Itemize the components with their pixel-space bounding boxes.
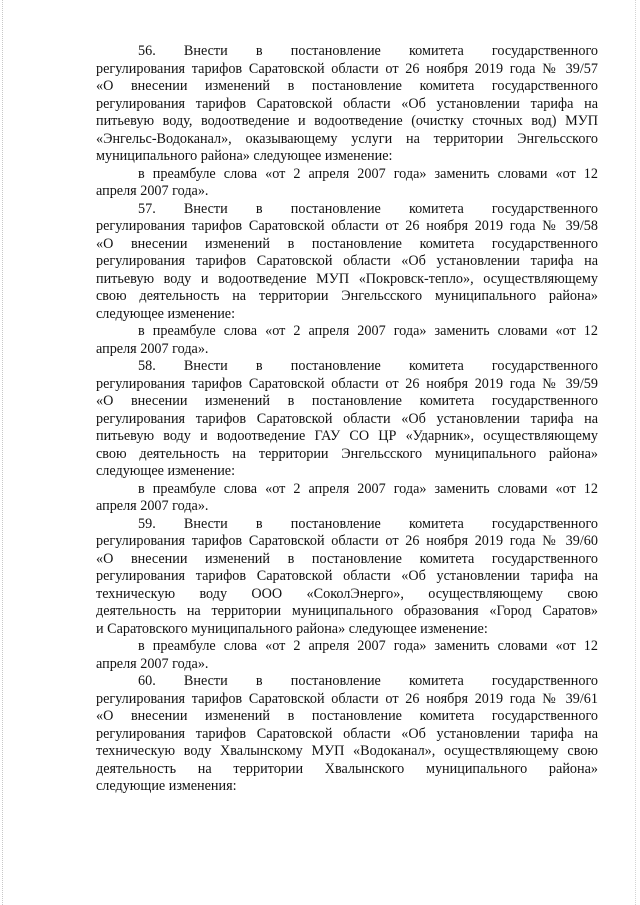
- text-line: «О внесении изменений в постановление комитета государственного: [96, 78, 598, 94]
- text-line: питьевую воду, водоотведение и водоотведение (очистку сточных вод) МУП: [96, 113, 598, 129]
- text-line: регулирования тарифов Саратовской области «Об установлении тарифа на: [96, 725, 598, 742]
- paragraph: [96, 323, 598, 358]
- paragraph: [96, 481, 598, 516]
- text-line: 56. Внести в постановление комитета государственного: [138, 43, 598, 59]
- text-line: регулирования тарифов Саратовской области «Об установлении тарифа на: [96, 568, 598, 584]
- text-line: «О внесении изменений в постановление комитета государственного: [96, 393, 598, 409]
- paragraph: [96, 201, 598, 324]
- text-line: регулирования тарифов Саратовской области от 26 ноября 2019 года № 39/59: [96, 375, 598, 392]
- text-line: апреля 2007 года».: [96, 498, 209, 514]
- text-line: регулирования тарифов Саратовской области «Об установлении тарифа на: [96, 253, 598, 269]
- text-line: питьевую воду и водоотведение МУП «Покровск-тепло», осуществляющему: [96, 270, 598, 287]
- text-line: апреля 2007 года».: [96, 183, 209, 199]
- text-line: регулирования тарифов Саратовской области от 26 ноября 2019 года № 39/57: [96, 60, 598, 77]
- text-line: «О внесении изменений в постановление комитета государственного: [96, 550, 598, 567]
- text-line: деятельность на территории муниципального образования «Город Саратов»: [96, 603, 598, 619]
- text-line: регулирования тарифов Саратовской области от 26 ноября 2019 года № 39/58: [96, 218, 598, 234]
- text-line: 60. Внести в постановление комитета государственного: [138, 673, 598, 689]
- text-line: питьевую воду и водоотведение ГАУ СО ЦР «Ударник», осуществляющему: [96, 428, 598, 444]
- text-line: «О внесении изменений в постановление комитета государственного: [96, 708, 598, 724]
- text-line: свою деятельность на территории Энгельсского муниципального района»: [96, 445, 598, 462]
- text-line: муниципального района» следующее изменение:: [96, 148, 393, 164]
- text-line: 59. Внести в постановление комитета государственного: [138, 515, 598, 532]
- text-line: техническую воду ООО «СоколЭнерго», осуществляющему свою: [96, 585, 598, 602]
- text-line: следующее изменение:: [96, 305, 236, 322]
- document-body: [96, 43, 598, 796]
- text-line: «Энгельс-Водоканал», оказывающему услуги на территории Энгельсского: [96, 130, 598, 147]
- text-line: в преамбуле слова «от 2 апреля 2007 года» заменить словами «от 12: [138, 480, 598, 497]
- text-line: регулирования тарифов Саратовской области от 26 ноября 2019 года № 39/61: [96, 690, 598, 707]
- paragraph: [96, 673, 598, 796]
- text-line: в преамбуле слова «от 2 апреля 2007 года» заменить словами «от 12: [138, 165, 598, 182]
- text-line: регулирования тарифов Саратовской области от 26 ноября 2019 года № 39/60: [96, 533, 598, 549]
- paragraph: [96, 358, 598, 481]
- text-line: в преамбуле слова «от 2 апреля 2007 года» заменить словами «от 12: [138, 323, 598, 339]
- text-line: 58. Внести в постановление комитета государственного: [138, 358, 598, 374]
- text-line: апреля 2007 года».: [96, 655, 209, 672]
- text-line: следующее изменение:: [96, 463, 236, 479]
- scan-edge-right: [635, 0, 637, 905]
- text-line: апреля 2007 года».: [96, 340, 209, 357]
- paragraph: [96, 166, 598, 201]
- text-line: техническую воду Хвалынскому МУП «Водоканал», осуществляющему свою: [96, 743, 598, 759]
- text-line: и Саратовского муниципального района» следующее изменение:: [96, 620, 488, 637]
- text-line: регулирования тарифов Саратовской области «Об установлении тарифа на: [96, 410, 598, 427]
- text-line: в преамбуле слова «от 2 апреля 2007 года» заменить словами «от 12: [138, 638, 598, 654]
- text-line: регулирования тарифов Саратовской области «Об установлении тарифа на: [96, 95, 598, 112]
- text-line: свою деятельность на территории Энгельсского муниципального района»: [96, 288, 598, 304]
- text-line: следующие изменения:: [96, 778, 237, 794]
- text-line: «О внесении изменений в постановление комитета государственного: [96, 235, 598, 252]
- paragraph: [96, 516, 598, 639]
- scan-edge-left: [2, 0, 4, 905]
- text-line: деятельность на территории Хвалынского муниципального района»: [96, 760, 598, 777]
- paragraph: [96, 43, 598, 166]
- text-line: 57. Внести в постановление комитета государственного: [138, 200, 598, 217]
- paragraph: [96, 638, 598, 673]
